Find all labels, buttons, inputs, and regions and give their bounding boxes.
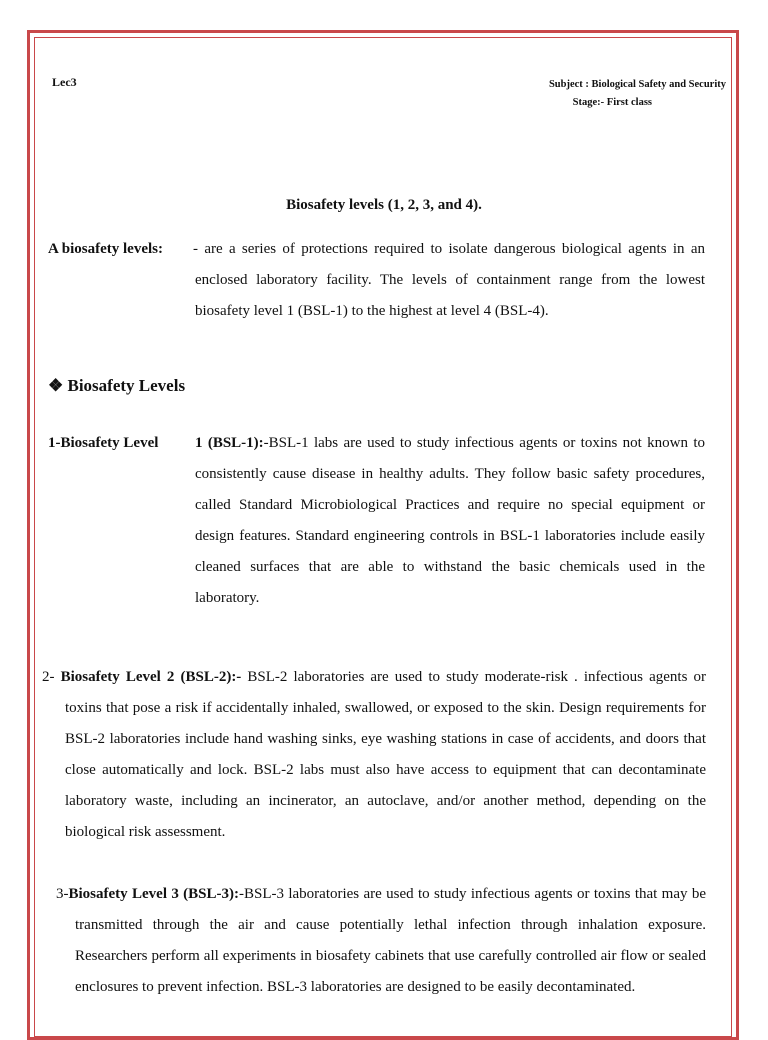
lecture-label: Lec3 [52,75,77,89]
definition-text: - are a series of protections required to isolate dangerous biological agents in an enclosed laboratory facility. The levels of containment range from the lowest biosafety level 1 (BSL-1) to the highest at level 4 (BSL-4). [193,241,705,319]
section-heading: ❖ Biosafety Levels [48,376,186,395]
bsl3-text: -BSL-3 laboratories are used to study infectious agents or toxins that may be transmitted through the air and cause potentially lethal infection through inhalation exposure. Researchers perform all experiments in biosafety cabinets that use carefully controlled air flow or sealed enclosures to prevent infection. BSL-3 laboratories are designed to be easily decontaminated. [75,886,706,995]
bsl3-label: Biosafety Level 3 (BSL-3): [68,886,239,902]
definition-term: A biosafety levels: [48,241,163,257]
bsl3-paragraph [56,879,706,1003]
bsl1-number: 1-Biosafety Level [48,435,159,451]
bsl1-paragraph [195,428,705,614]
bsl1-text: -BSL-1 labs are used to study infectious agents or toxins not known to consistently cause disease in healthy adults. They follow basic safety procedures, called Standard Microbiological Practices and require no special equipment or design features. Standard engineering controls in BSL-1 laboratories include easily cleaned surfaces that are able to withstand the basic chemicals used in the laboratory. [195,435,705,606]
bsl3-number: 3- [56,886,69,902]
bsl2-text: BSL-2 laboratories are used to study moderate-risk . infectious agents or toxins that pose a risk if accidentally inhaled, swallowed, or exposed to the skin. Design requirements for BSL-2 laboratories include hand washing sinks, eye washing stations in case of accidents, and doors that close automatically and lock. BSL-2 labs must also have access to equipment that can decontaminate laboratory waste, including an incinerator, an autoclave, and/or another method, depending on the biological risk assessment. [65,669,706,840]
bsl2-number: 2- [42,669,55,685]
page-title: Biosafety levels (1, 2, 3, and 4). [286,197,482,213]
stage-label: Stage:- First class [572,97,652,108]
bsl1-label: 1 (BSL-1): [195,435,264,451]
bsl2-label: Biosafety Level 2 (BSL-2):- [60,669,242,685]
subject-label: Subject : Biological Safety and Security [548,79,726,90]
bsl2-paragraph [42,662,706,848]
header-info [549,76,726,112]
